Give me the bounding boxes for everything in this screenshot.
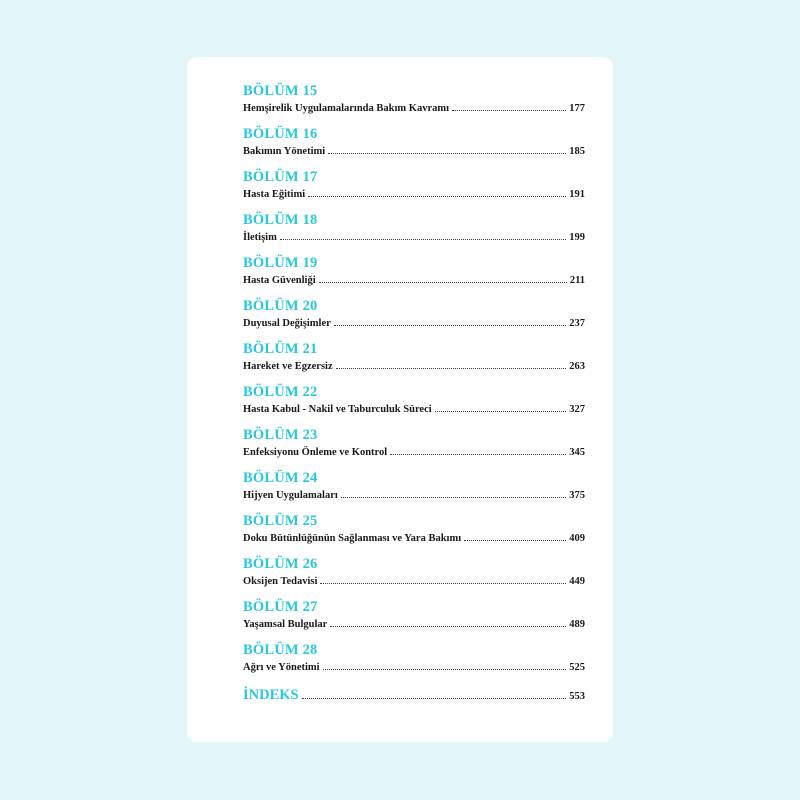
dot-leader <box>319 282 567 283</box>
toc-line <box>243 317 585 331</box>
toc-line <box>243 231 585 245</box>
toc-line <box>243 661 585 675</box>
toc-entry <box>243 642 585 685</box>
page-number: 211 <box>569 275 585 286</box>
toc-entry <box>243 470 585 513</box>
page-number: 191 <box>569 189 585 200</box>
page-number: 375 <box>569 490 585 501</box>
toc-line <box>243 446 585 460</box>
chapter-label: BÖLÜM 24 <box>243 470 318 486</box>
page-number: 237 <box>569 318 585 329</box>
chapter-label: BÖLÜM 27 <box>243 599 318 615</box>
toc-entry <box>243 298 585 341</box>
page-number: 185 <box>569 146 585 157</box>
dot-leader <box>435 411 567 412</box>
chapter-title: Enfeksiyonu Önleme ve Kontrol <box>243 447 388 458</box>
chapter-title: Yaşamsal Bulgular <box>243 619 328 630</box>
toc-entry <box>243 169 585 212</box>
chapter-label: BÖLÜM 23 <box>243 427 318 443</box>
toc-entry <box>243 83 585 126</box>
toc-line <box>243 188 585 202</box>
chapter-title: İletişim <box>243 232 277 243</box>
chapter-label: BÖLÜM 15 <box>243 83 318 99</box>
toc-line <box>243 102 585 116</box>
chapter-title: Hasta Kabul - Nakil ve Taburculuk Süreci <box>243 404 432 415</box>
page-number: 525 <box>569 662 585 673</box>
toc-line <box>243 360 585 374</box>
toc-line <box>243 618 585 632</box>
toc-line <box>243 489 585 503</box>
index-entry <box>243 687 585 703</box>
toc-entry <box>243 556 585 599</box>
dot-leader <box>302 698 567 699</box>
toc-entry <box>243 599 585 642</box>
dot-leader <box>280 239 566 240</box>
chapter-title: Bakımın Yönetimi <box>243 146 326 157</box>
dot-leader <box>330 626 566 627</box>
toc-entry <box>243 255 585 298</box>
chapter-label: BÖLÜM 17 <box>243 169 318 185</box>
chapter-title: Duyusal Değişimler <box>243 318 331 329</box>
toc-entry <box>243 384 585 427</box>
dot-leader <box>323 669 567 670</box>
chapter-title: Hareket ve Egzersiz <box>243 361 333 372</box>
dot-leader <box>390 454 566 455</box>
chapter-title: Ağrı ve Yönetimi <box>243 662 320 673</box>
toc-line <box>243 403 585 417</box>
chapter-label: BÖLÜM 22 <box>243 384 318 400</box>
chapter-label: BÖLÜM 19 <box>243 255 318 271</box>
chapter-label: BÖLÜM 16 <box>243 126 318 142</box>
toc-list <box>243 83 585 703</box>
dot-leader <box>320 583 566 584</box>
page-number: 409 <box>569 533 585 544</box>
toc-entry <box>243 513 585 556</box>
dot-leader <box>464 540 566 541</box>
dot-leader <box>308 196 566 197</box>
toc-line <box>243 274 585 288</box>
toc-entry <box>243 212 585 255</box>
chapter-label: BÖLÜM 21 <box>243 341 318 357</box>
page-number: 489 <box>569 619 585 630</box>
dot-leader <box>336 368 567 369</box>
page-number: 199 <box>569 232 585 243</box>
page-number: 263 <box>569 361 585 372</box>
dot-leader <box>334 325 566 326</box>
chapter-title: Hasta Eğitimi <box>243 189 306 200</box>
page-number: 327 <box>569 404 585 415</box>
chapter-label: BÖLÜM 18 <box>243 212 318 228</box>
chapter-label: BÖLÜM 28 <box>243 642 318 658</box>
toc-line <box>243 575 585 589</box>
chapter-title: Hemşirelik Uygulamalarında Bakım Kavramı <box>243 103 450 114</box>
chapter-title: Doku Bütünlüğünün Sağlanması ve Yara Bakımı <box>243 533 462 544</box>
toc-entry <box>243 427 585 470</box>
toc-line <box>243 532 585 546</box>
chapter-title: Hasta Güvenliği <box>243 275 316 286</box>
index-label: İNDEKS <box>243 687 299 703</box>
dot-leader <box>452 110 566 111</box>
chapter-label: BÖLÜM 20 <box>243 298 318 314</box>
page-number: 177 <box>569 103 585 114</box>
chapter-label: BÖLÜM 26 <box>243 556 318 572</box>
dot-leader <box>328 153 566 154</box>
dot-leader <box>341 497 566 498</box>
page-number: 345 <box>569 447 585 458</box>
page-number: 449 <box>569 576 585 587</box>
chapter-label: BÖLÜM 25 <box>243 513 318 529</box>
toc-line <box>243 145 585 159</box>
page-number: 553 <box>569 691 585 702</box>
chapter-title: Oksijen Tedavisi <box>243 576 318 587</box>
chapter-title: Hijyen Uygulamaları <box>243 490 338 501</box>
toc-entry <box>243 126 585 169</box>
toc-entry <box>243 341 585 384</box>
table-of-contents-page <box>187 57 613 742</box>
